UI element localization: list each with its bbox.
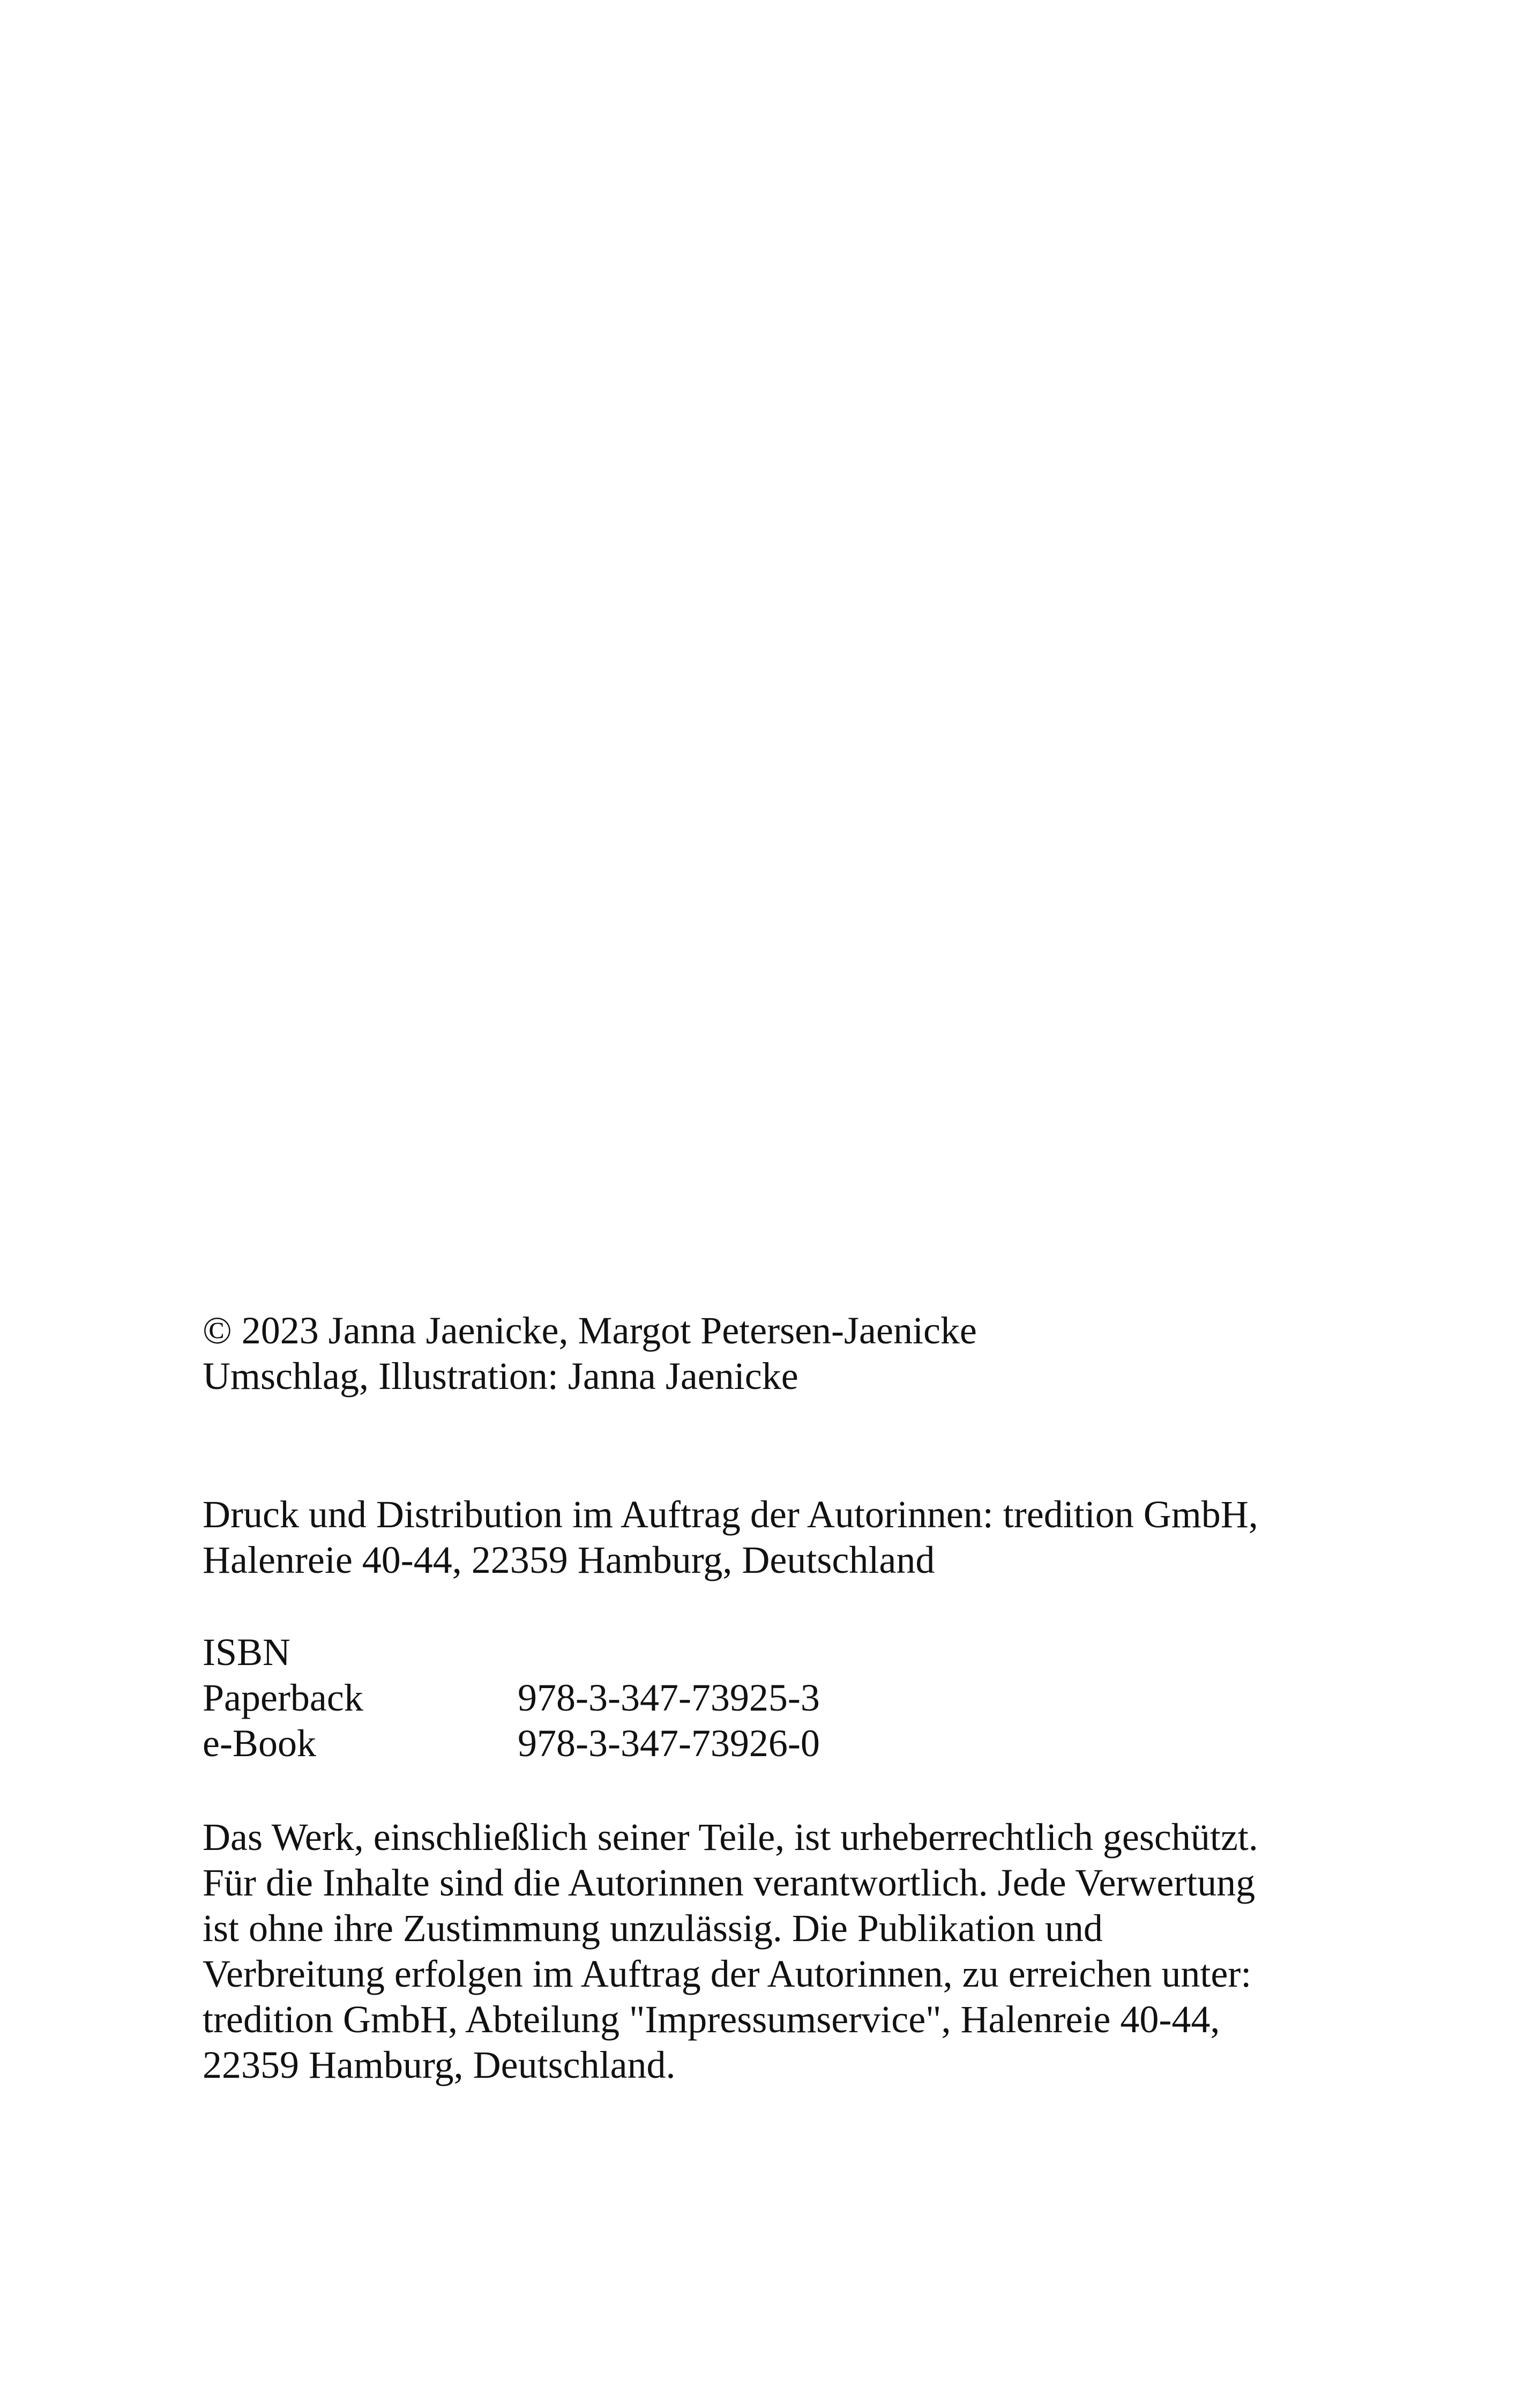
printing-line: Druck und Distribution im Auftrag der Autorinnen: tredition GmbH, bbox=[203, 1493, 1258, 1536]
isbn-format-label: e-Book bbox=[203, 1722, 316, 1765]
isbn-number: 978-3-347-73926-0 bbox=[518, 1722, 820, 1765]
isbn-heading: ISBN bbox=[203, 1631, 291, 1674]
isbn-row-ebook bbox=[203, 1721, 820, 1766]
isbn-number: 978-3-347-73925-3 bbox=[518, 1676, 820, 1719]
isbn-format-label: Paperback bbox=[203, 1676, 363, 1719]
legal-line: tredition GmbH, Abteilung "Impressumservice", Halenreie 40-44, bbox=[203, 1998, 1220, 2041]
copyright-line: © 2023 Janna Jaenicke, Margot Petersen-Jaenicke bbox=[203, 1309, 977, 1352]
legal-line: Das Werk, einschließlich seiner Teile, ist urheberrechtlich geschützt. bbox=[203, 1816, 1258, 1859]
legal-line: Für die Inhalte sind die Autorinnen verantwortlich. Jede Verwertung bbox=[203, 1861, 1256, 1904]
copyright-legal-notice bbox=[203, 1815, 1258, 2088]
printing-distribution-notice bbox=[203, 1492, 1258, 1583]
isbn-row-paperback bbox=[203, 1675, 820, 1721]
copyright-notice bbox=[203, 1308, 977, 1399]
legal-line: 22359 Hamburg, Deutschland. bbox=[203, 2043, 676, 2086]
cover-illustration-credit: Umschlag, Illustration: Janna Jaenicke bbox=[203, 1355, 798, 1398]
isbn-section bbox=[203, 1630, 820, 1766]
legal-line: ist ohne ihre Zustimmung unzulässig. Die Publikation und bbox=[203, 1907, 1103, 1950]
publisher-address: Halenreie 40-44, 22359 Hamburg, Deutschland bbox=[203, 1539, 935, 1581]
legal-line: Verbreitung erfolgen im Auftrag der Autorinnen, zu erreichen unter: bbox=[203, 1952, 1252, 1995]
